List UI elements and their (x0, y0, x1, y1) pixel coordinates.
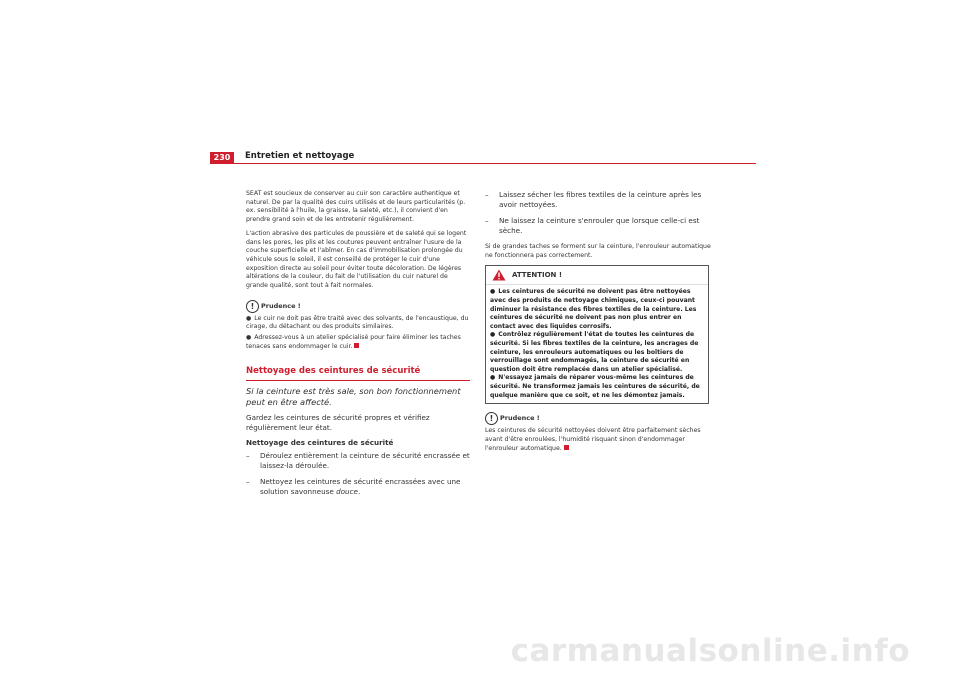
bullet-icon: ● (246, 334, 252, 342)
bullet-icon: ● (490, 288, 496, 296)
procedure-step-4: – Ne laissez la ceinture s'enrouler que lorsque celle-ci est sèche. (485, 216, 700, 235)
belt-note-header (485, 412, 711, 425)
leather-paragraph-1: SEAT est soucieux de conserver au cuir son caractère authentique et naturel. De par la qualité des cuirs utilisés et de leurs particularités (p. ex. sensibilité à l'huile, la graisse, la saleté, etc.), il convient d'en prendre grand soin et de les entretenir régulièrement. (246, 190, 466, 224)
warning-header (486, 266, 708, 285)
warning-item-1: ● Les ceintures de sécurité ne doivent pas être nettoyées avec des produits de nettoyage chimiques, ceux-ci pouvant diminuer la résistance des fibres textiles de la ceinture. Les ceintures de sécurité ne doivent pas non plus entrer en contact avec des liquides corrosifs. (490, 288, 697, 330)
watermark: carmanualsonline.info (510, 633, 910, 669)
belt-note-text: Les ceintures de sécurité nettoyées doivent être parfaitement sèches avant d'être enroulées, l'humidité risquant sinon d'endommager l'enrouleur automatique. (485, 427, 701, 452)
header-rule (210, 163, 756, 164)
procedure-step-1: – Déroulez entièrement la ceinture de sécurité encrassée et laissez-la déroulée. (246, 450, 470, 470)
left-column (246, 190, 470, 497)
bullet-icon: ● (490, 331, 496, 339)
section-heading: Nettoyage des ceintures de sécurité (246, 365, 421, 376)
end-of-section-icon (354, 343, 359, 348)
section-lead: Si la ceinture est très sale, son bon fonctionnement peut en être affecté. (246, 385, 461, 407)
leather-note-item-1: ● Le cuir ne doit pas être traité avec des solvants, de l'encaustique, du cirage, du détachant ou des produits similaires. (246, 314, 469, 331)
leather-note-title: Prudence ! (261, 301, 301, 310)
leather-note-header (246, 300, 470, 313)
warning-title: ATTENTION ! (512, 271, 563, 280)
warning-box (485, 265, 709, 404)
running-header-title: Entretien et nettoyage (245, 151, 355, 161)
belt-note-title: Prudence ! (500, 414, 540, 423)
warning-body (486, 285, 708, 403)
section-rule (246, 380, 470, 381)
belt-stain-paragraph: Si de grandes taches se forment sur la ceinture, l'enrouleur automatique ne fonctionnera pas correctement. (485, 243, 711, 259)
warning-item-3: ● N'essayez jamais de réparer vous-même les ceintures de sécurité. Ne transformez jamais les ceintures de sécurité, de quelque manière que ce soit, et ne les démontez jamais. (490, 374, 700, 399)
warning-item-2: ● Contrôlez régulièrement l'état de toutes les ceintures de sécurité. Si les fibres textiles de la ceinture, les ancrages de ceinture, les enrouleurs automatiques ou les boîtiers de verrouillage sont endommagés, la ceinture de sécurité en question doit être remplacée dans un atelier spécialisé. (490, 331, 699, 373)
warning-triangle-icon (492, 269, 506, 281)
right-column (485, 190, 711, 453)
section-intro: Gardez les ceintures de sécurité propres et vérifiez régulièrement leur état. (246, 412, 430, 432)
exclamation-icon: ! (485, 412, 498, 425)
bullet-icon: ● (490, 374, 496, 382)
procedure-heading: Nettoyage des ceintures de sécurité (246, 437, 394, 447)
bullet-icon: ● (246, 314, 252, 322)
end-of-section-icon (564, 445, 569, 450)
page-number: 230 (210, 152, 234, 164)
procedure-step-2: – Nettoyez les ceintures de sécurité encrassées avec une solution savonneuse douce. (246, 476, 461, 496)
procedure-step-3: – Laissez sécher les fibres textiles de la ceinture après les avoir nettoyées. (485, 190, 702, 209)
leather-note-item-2: ● Adressez-vous à un atelier spécialisé pour faire éliminer les taches tenaces sans endommager le cuir. (246, 334, 461, 350)
leather-paragraph-2: L'action abrasive des particules de poussière et de saleté qui se logent dans les pores, les plis et les coutures peuvent entraîner l'usure de la couche superficielle et l'abîmer. En cas d'immobilisation prolongée du véhicule sous le soleil, il est conseillé de protéger le cuir d'une exposition directe au soleil pour éviter toute décoloration. De légères altérations de la couleur, du fait de l'utilisation du cuir naturel de grande qualité, sont tout à fait normales. (246, 229, 467, 290)
exclamation-icon: ! (246, 300, 259, 313)
